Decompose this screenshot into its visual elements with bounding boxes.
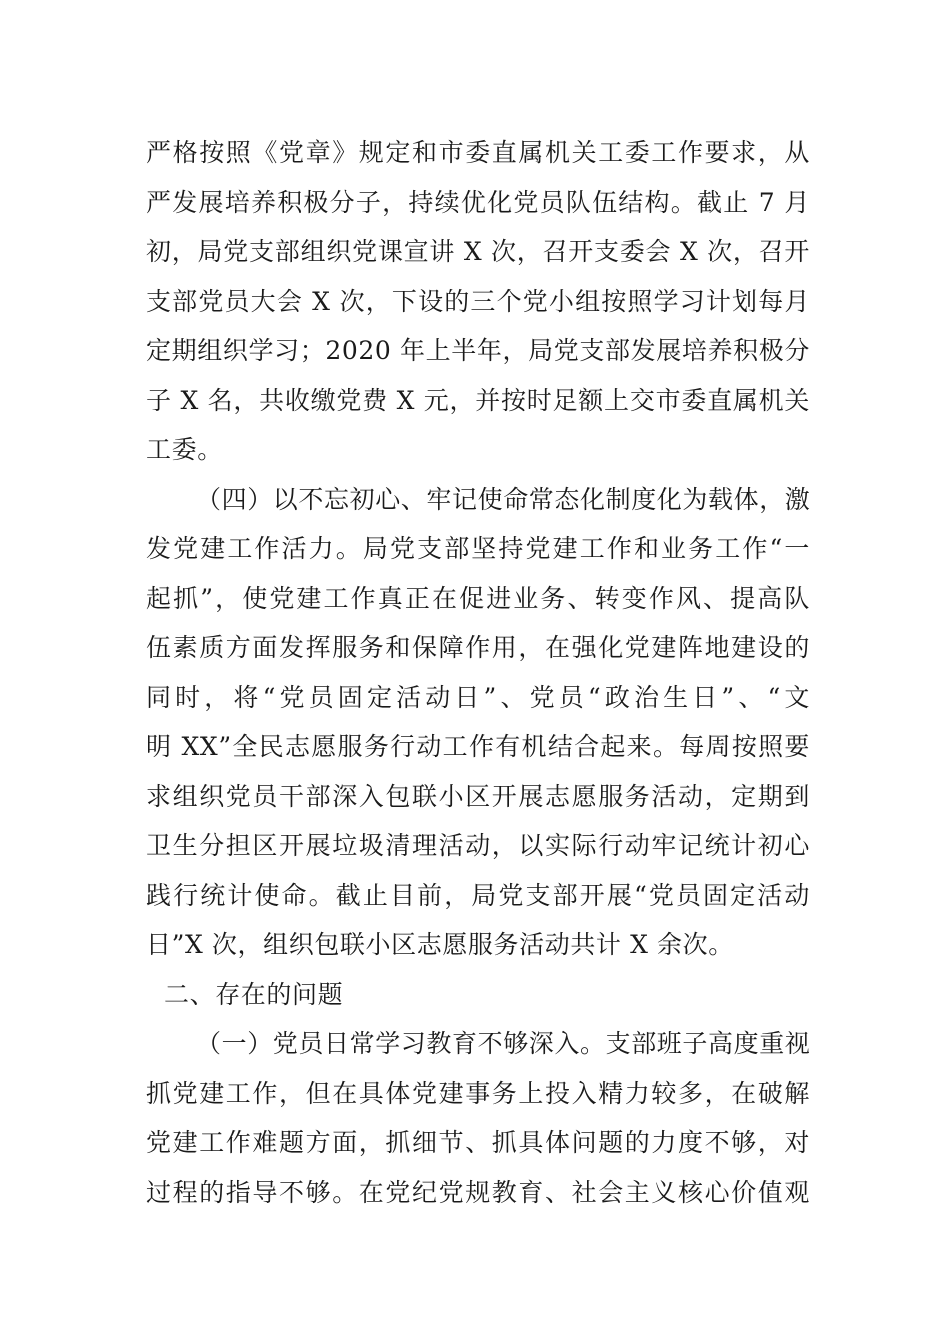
text-line: 党建工作难题方面，抓细节、抓具体问题的力度不够，对 xyxy=(146,1128,810,1157)
document-body xyxy=(146,128,810,1217)
text-line: 践行统计使命。截止目前，局党支部开展“党员固定活动 xyxy=(146,880,810,910)
section-heading-problems xyxy=(146,970,810,1020)
text-line: 同时，将“党员固定活动日”、党员“政治生日”、“文 xyxy=(146,682,810,712)
text-line: （四）以不忘初心、牢记使命常态化制度化为载体，激 xyxy=(196,484,811,514)
text-line: （一）党员日常学习教育不够深入。支部班子高度重视 xyxy=(196,1029,811,1058)
text-line: 工委。 xyxy=(146,435,223,464)
paragraph-section-four xyxy=(146,475,810,970)
text-line: 卫生分担区开展垃圾清理活动，以实际行动牢记统计初心 xyxy=(146,831,810,860)
text-line: 严格按照《党章》规定和市委直属机关工委工作要求，从 xyxy=(146,138,810,167)
text-line: 起抓”，使党建工作真正在促进业务、转变作风、提高队 xyxy=(146,583,810,613)
text-line: 初，局党支部组织党课宣讲 X 次，召开支委会 X 次，召开 xyxy=(146,237,810,266)
text-line: 求组织党员干部深入包联小区开展志愿服务活动，定期到 xyxy=(146,781,810,811)
text-line: 抓党建工作，但在具体党建事务上投入精力较多，在破解 xyxy=(146,1078,810,1108)
section-heading: 二、存在的问题 xyxy=(164,979,344,1009)
text-line: 日”X 次，组织包联小区志愿服务活动共计 X 余次。 xyxy=(146,930,734,959)
text-line: 发党建工作活力。局党支部坚持党建工作和业务工作“一 xyxy=(146,534,810,563)
text-line: 伍素质方面发挥服务和保障作用，在强化党建阵地建设的 xyxy=(146,633,810,662)
paragraph-party-member-development xyxy=(146,128,810,475)
text-line: 过程的指导不够。在党纪党规教育、社会主义核心价值观 xyxy=(146,1177,810,1207)
text-line: 明 XX”全民志愿服务行动工作有机结合起来。每周按照要 xyxy=(146,732,810,761)
text-line: 定期组织学习；2020 年上半年，局党支部发展培养积极分 xyxy=(146,336,810,365)
text-line: 支部党员大会 X 次，下设的三个党小组按照学习计划每月 xyxy=(146,286,810,316)
text-line: 严发展培养积极分子，持续优化党员队伍结构。截止 7 月 xyxy=(146,187,810,217)
text-line: 子 X 名，共收缴党费 X 元，并按时足额上交市委直属机关 xyxy=(146,385,810,415)
paragraph-problem-one xyxy=(146,1019,810,1217)
